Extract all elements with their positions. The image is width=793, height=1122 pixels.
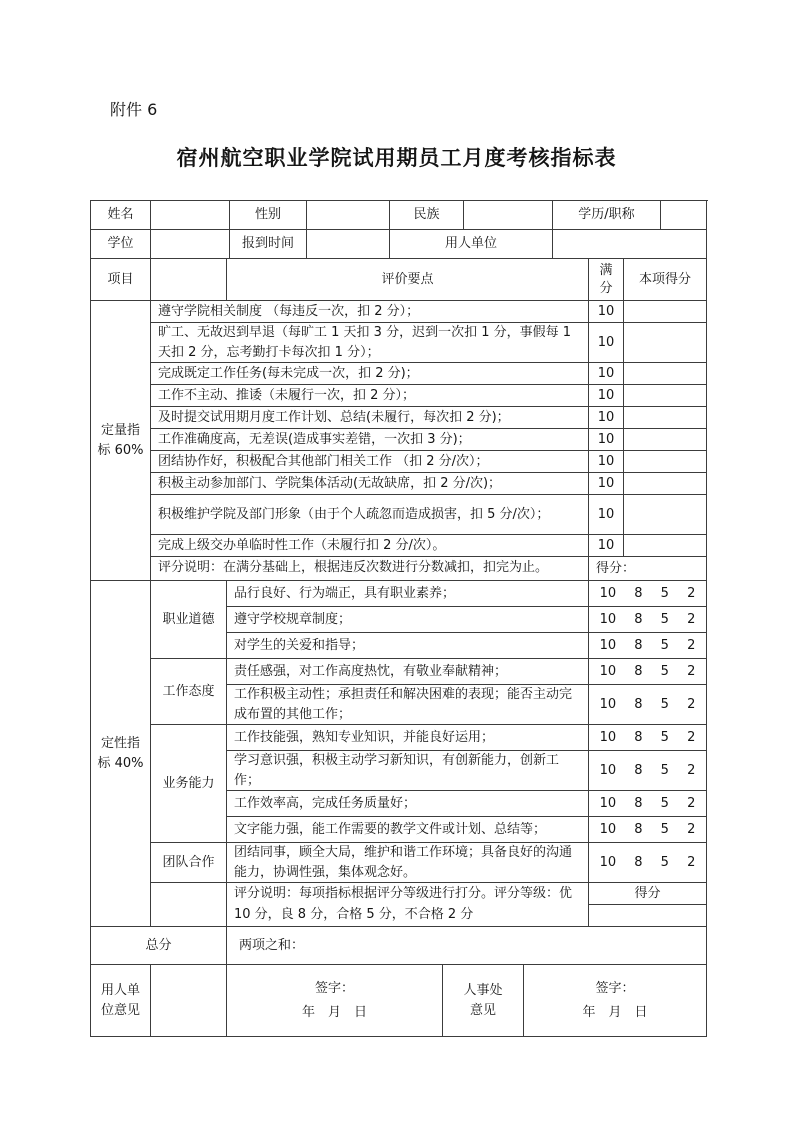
page-title: 宿州航空职业学院试用期员工月度考核指标表 — [176, 145, 617, 170]
total-row — [91, 927, 708, 965]
full-score-value: 10 — [589, 495, 624, 535]
table-row — [91, 230, 708, 259]
assessment-table — [90, 200, 708, 1037]
report-time-value-cell — [307, 230, 390, 259]
full-score-header: 满分 — [589, 259, 624, 301]
table-row — [151, 385, 708, 407]
full-score-value: 10 — [589, 363, 624, 385]
score-entry-cell — [624, 473, 707, 495]
scoring-note: 评分说明：在满分基础上，根据违反次数进行分数减扣，扣完为止。 — [151, 557, 589, 581]
item-score-header: 本项得分 — [624, 259, 707, 301]
score-options: 10 8 5 2 — [589, 581, 707, 607]
degree-label: 学位 — [91, 230, 151, 259]
group-teamwork — [151, 843, 708, 883]
ethnicity-label: 民族 — [390, 201, 464, 230]
full-score-value: 10 — [589, 473, 624, 495]
full-score-value: 10 — [589, 451, 624, 473]
table-row — [227, 659, 708, 685]
gender-value-cell — [307, 201, 390, 230]
score-result-stack — [589, 883, 707, 927]
empty-cell — [151, 965, 227, 1037]
quantitative-rows — [151, 301, 708, 581]
qualitative-rows — [151, 581, 708, 927]
table-row — [227, 791, 708, 817]
total-value-label: 两项之和： — [227, 927, 707, 965]
table-row — [151, 323, 708, 363]
date-label: 年 月 日 — [582, 1004, 648, 1020]
score-entry-cell — [624, 385, 707, 407]
hr-opinion-label-cell — [443, 965, 524, 1037]
criteria-text: 及时提交试用期月度工作计划、总结(未履行，每次扣 2 分)； — [151, 407, 589, 429]
full-score-value: 10 — [589, 429, 624, 451]
full-score-value: 10 — [589, 407, 624, 429]
name-value-cell — [151, 201, 230, 230]
table-row — [227, 751, 708, 791]
report-time-label: 报到时间 — [230, 230, 307, 259]
table-row — [151, 451, 708, 473]
employer-opinion-label: 用人单位意见 — [100, 983, 140, 1018]
qualitative-label: 定性指标 40% — [97, 736, 144, 771]
score-entry-cell — [624, 407, 707, 429]
employer-value-cell — [553, 230, 707, 259]
scoring-note-row — [151, 883, 708, 927]
score-entry-cell — [624, 429, 707, 451]
signature-label: 签字： — [595, 981, 635, 997]
score-entry-cell — [624, 301, 707, 323]
criteria-text: 遵守学院相关制度 （每违反一次，扣 2 分）； — [151, 301, 589, 323]
criteria-text: 工作不主动、推诿（未履行一次，扣 2 分）； — [151, 385, 589, 407]
group-label: 工作态度 — [151, 659, 227, 725]
hr-opinion-label: 人事处意见 — [463, 983, 503, 1018]
date-label: 年 月 日 — [301, 1004, 367, 1020]
criteria-text: 品行良好、行为端正，具有职业素养； — [227, 581, 589, 607]
group-professional-ethics — [151, 581, 708, 659]
score-options: 10 8 5 2 — [589, 843, 707, 883]
full-score-value: 10 — [589, 385, 624, 407]
table-row — [227, 725, 708, 751]
table-row — [151, 301, 708, 323]
table-row — [151, 363, 708, 385]
score-options: 10 8 5 2 — [589, 607, 707, 633]
education-label: 学历/职称 — [553, 201, 661, 230]
attachment-label: 附件 6 — [110, 100, 158, 119]
score-options: 10 8 5 2 — [589, 685, 707, 725]
criteria-text: 学习意识强，积极主动学习新知识，有创新能力，创新工作； — [227, 751, 589, 791]
table-row — [151, 473, 708, 495]
full-score-value: 10 — [589, 535, 624, 557]
score-options: 10 8 5 2 — [589, 725, 707, 751]
table-row — [227, 607, 708, 633]
degree-value-cell — [151, 230, 230, 259]
criteria-text: 文字能力强，能工作需要的教学文件或计划、总结等； — [227, 817, 589, 843]
criteria-text: 积极维护学院及部门形象（由于个人疏忽而造成损害，扣 5 分/次）； — [151, 495, 589, 535]
qualitative-section — [91, 581, 708, 927]
criteria-header: 评价要点 — [227, 259, 589, 301]
criteria-text: 对学生的关爱和指导； — [227, 633, 589, 659]
table-row — [151, 407, 708, 429]
criteria-text: 工作准确度高，无差误(造成事实差错，一次扣 3 分)； — [151, 429, 589, 451]
table-row — [227, 581, 708, 607]
qualitative-label-cell — [91, 581, 151, 927]
group-label: 团队合作 — [151, 843, 227, 883]
empty-cell — [151, 883, 227, 927]
table-row — [91, 201, 708, 230]
score-entry-cell — [624, 451, 707, 473]
criteria-text: 旷工、无故迟到早退（每旷工 1 天扣 3 分，迟到一次扣 1 分，事假每 1 天扣 2 分，忘考勤打卡每次扣 1 分）； — [151, 323, 589, 363]
hr-signature-cell — [524, 965, 707, 1037]
item-subheader-cell — [151, 259, 227, 301]
score-entry-cell — [624, 495, 707, 535]
score-entry-cell — [624, 323, 707, 363]
full-score-value: 10 — [589, 323, 624, 363]
employer-label: 用人单位 — [390, 230, 553, 259]
table-row — [227, 843, 708, 883]
quantitative-label-cell — [91, 301, 151, 581]
score-entry-cell — [589, 905, 707, 927]
table-row — [227, 685, 708, 725]
score-result-label: 得分： — [589, 557, 707, 581]
table-row — [227, 633, 708, 659]
criteria-text: 工作效率高，完成任务质量好； — [227, 791, 589, 817]
education-value-cell — [661, 201, 707, 230]
quantitative-section — [91, 301, 708, 581]
criteria-text: 完成既定工作任务(每未完成一次，扣 2 分)； — [151, 363, 589, 385]
score-options: 10 8 5 2 — [589, 633, 707, 659]
score-options: 10 8 5 2 — [589, 659, 707, 685]
group-label: 职业道德 — [151, 581, 227, 659]
criteria-text: 责任感强，对工作高度热忱，有敬业奉献精神； — [227, 659, 589, 685]
score-entry-cell — [624, 363, 707, 385]
table-row — [151, 429, 708, 451]
score-options: 10 8 5 2 — [589, 751, 707, 791]
table-row — [151, 535, 708, 557]
name-label: 姓名 — [91, 201, 151, 230]
criteria-text: 工作技能强，熟知专业知识，并能良好运用； — [227, 725, 589, 751]
quantitative-label: 定量指标 60% — [97, 423, 144, 458]
table-row — [227, 817, 708, 843]
table-header-row — [91, 259, 708, 301]
criteria-text: 工作积极主动性；承担责任和解决困难的表现；能否主动完成布置的其他工作； — [227, 685, 589, 725]
signoff-row — [91, 965, 708, 1037]
item-header: 项目 — [91, 259, 151, 301]
criteria-text: 团结同事，顾全大局，维护和谐工作环境；具备良好的沟通能力，协调性强，集体观念好。 — [227, 843, 589, 883]
full-score-value: 10 — [589, 301, 624, 323]
scoring-note: 评分说明：每项指标根据评分等级进行打分。评分等级：优 10 分，良 8 分，合格 5 分，不合格 2 分 — [227, 883, 589, 927]
employer-signature-cell — [227, 965, 443, 1037]
employer-opinion-label-cell — [91, 965, 151, 1037]
total-label: 总分 — [91, 927, 227, 965]
group-business-capability — [151, 725, 708, 843]
score-result-label: 得分 — [589, 883, 707, 905]
criteria-text: 遵守学校规章制度； — [227, 607, 589, 633]
table-row — [151, 495, 708, 535]
score-entry-cell — [624, 535, 707, 557]
group-label: 业务能力 — [151, 725, 227, 843]
score-options: 10 8 5 2 — [589, 791, 707, 817]
criteria-text: 团结协作好，积极配合其他部门相关工作 （扣 2 分/次）； — [151, 451, 589, 473]
scoring-note-row — [151, 557, 708, 581]
gender-label: 性别 — [230, 201, 307, 230]
group-work-attitude — [151, 659, 708, 725]
signature-label: 签字： — [314, 981, 354, 997]
criteria-text: 积极主动参加部门、学院集体活动(无故缺席，扣 2 分/次)； — [151, 473, 589, 495]
score-options: 10 8 5 2 — [589, 817, 707, 843]
criteria-text: 完成上级交办单临时性工作（未履行扣 2 分/次）。 — [151, 535, 589, 557]
ethnicity-value-cell — [464, 201, 553, 230]
